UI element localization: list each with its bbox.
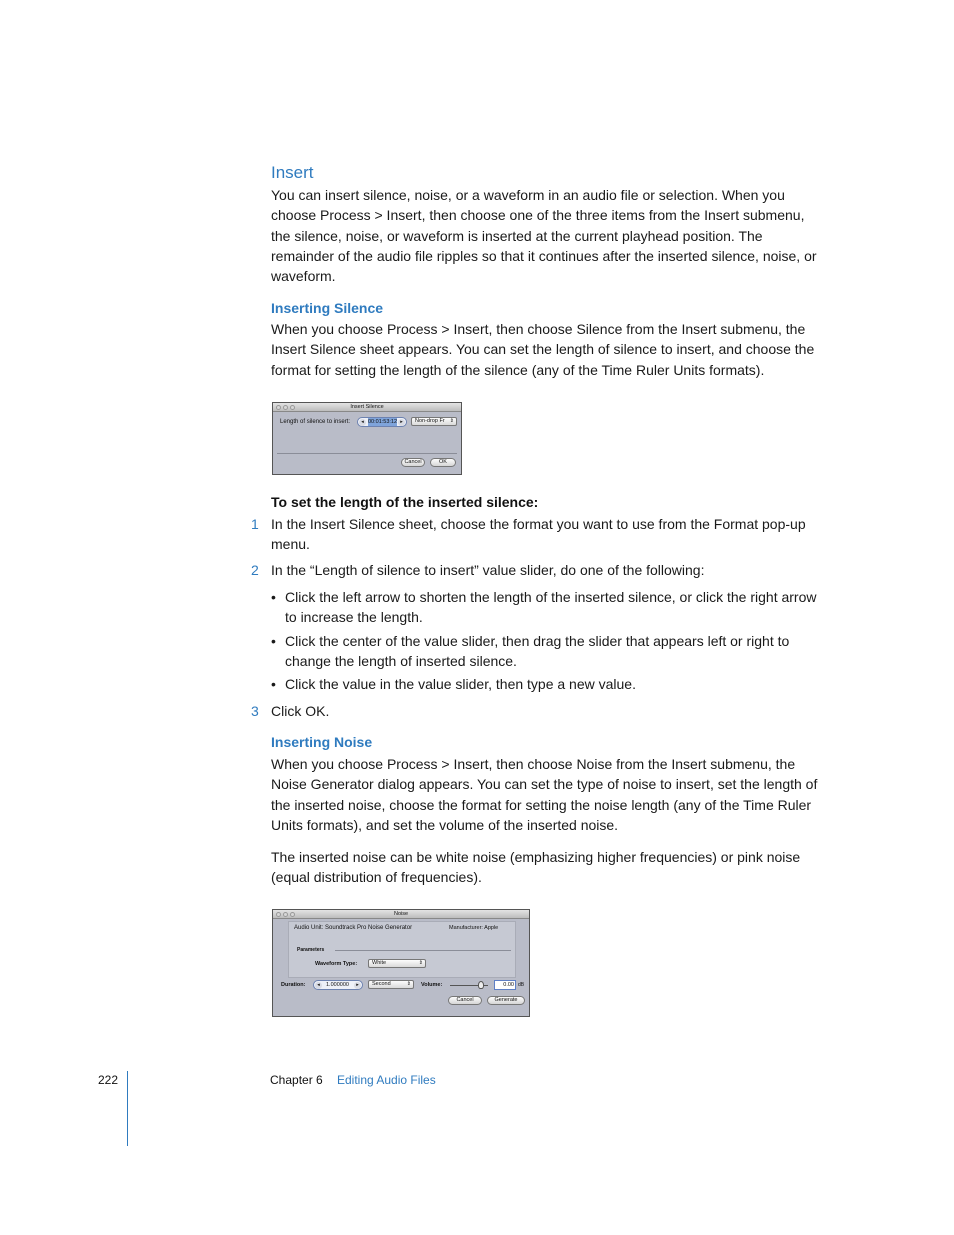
ok-button[interactable]: OK	[430, 458, 456, 467]
dialog-titlebar	[273, 403, 461, 412]
generate-button[interactable]: Generate	[487, 996, 525, 1005]
footer-rule	[127, 1071, 128, 1146]
noise-body-2: The inserted noise can be white noise (emphasizing higher frequencies) or pink noise (equal distribution of frequencies).	[271, 849, 801, 886]
duration-value-slider[interactable]	[313, 980, 363, 990]
section-intro: You can insert silence, noise, or a waveform in an audio file or selection. When you choose Process > Insert, then choose one of the three items from the Insert submenu, the silence, noise, or waveform is inserted at the current playhead position. The remainder of the audio file ripples so that it continues after the inserted silence, noise, or waveform.	[271, 187, 817, 285]
bullet-item	[271, 674, 823, 694]
bullet-item	[271, 631, 823, 672]
close-window-icon[interactable]	[276, 912, 281, 917]
format-value: Non-drop Fr	[415, 418, 445, 424]
duration-unit-popup[interactable]	[368, 980, 414, 989]
zoom-window-icon[interactable]	[290, 405, 295, 410]
minimize-window-icon[interactable]	[283, 912, 288, 917]
volume-input[interactable]: 0.00	[494, 980, 516, 990]
length-value-slider[interactable]	[357, 417, 407, 427]
subsection-title-noise: Inserting Noise	[271, 734, 373, 750]
dialog-titlebar	[273, 910, 529, 919]
zoom-window-icon[interactable]	[290, 912, 295, 917]
increment-arrow-icon[interactable]: ▸	[354, 982, 361, 989]
step-3	[251, 701, 823, 721]
step-text: In the Insert Silence sheet, choose the format you want to use from the Format pop-up menu.	[271, 516, 806, 553]
chapter-label: Chapter 6	[270, 1073, 323, 1087]
cancel-button[interactable]: Cancel	[448, 996, 482, 1005]
decrement-arrow-icon[interactable]: ◂	[359, 419, 366, 426]
step-2	[251, 560, 823, 580]
waveform-type-label: Waveform Type:	[315, 961, 358, 967]
step-number: 1	[251, 516, 259, 532]
window-controls	[276, 405, 295, 410]
divider	[335, 950, 511, 951]
page-number: 222	[98, 1073, 119, 1087]
silence-body: When you choose Process > Insert, then choose Silence from the Insert submenu, the Insert Silence sheet appears. You can set the length of silence to insert, and choose the format for setting the length of the silence (any of the Time Ruler Units formats).	[271, 321, 815, 378]
divider	[277, 453, 457, 454]
increment-arrow-icon[interactable]: ▸	[398, 419, 405, 426]
parameters-label: Parameters	[297, 947, 325, 953]
volume-label: Volume:	[421, 982, 443, 988]
duration-label: Duration:	[281, 982, 306, 988]
step-1	[251, 514, 823, 555]
manufacturer: Manufacturer: Apple	[449, 925, 499, 931]
bullet-item	[271, 587, 823, 628]
bullet-icon: •	[271, 676, 276, 692]
bullet-text: Click the left arrow to shorten the length of the inserted silence, or click the right arrow to increase the length.	[285, 589, 817, 626]
step-text: In the “Length of silence to insert” value slider, do one of the following:	[271, 562, 705, 578]
dialog-title: Noise	[393, 911, 409, 917]
audio-unit-name: Audio Unit: Soundtrack Pro Noise Generator	[294, 925, 413, 931]
step-number: 2	[251, 562, 259, 578]
volume-slider-thumb[interactable]	[478, 981, 484, 989]
length-label: Length of silence to insert:	[280, 419, 351, 425]
step-number: 3	[251, 703, 259, 719]
duration-value[interactable]: 1.000000	[326, 982, 349, 988]
waveform-type-value: White	[372, 960, 387, 966]
volume-unit: dB	[518, 982, 525, 988]
waveform-type-popup[interactable]	[368, 959, 426, 968]
format-popup[interactable]	[411, 417, 457, 426]
duration-unit-value: Second	[372, 981, 391, 987]
noise-generator-dialog	[272, 909, 530, 1017]
insert-silence-dialog	[272, 402, 462, 475]
step-text: Click OK.	[271, 703, 330, 719]
window-controls	[276, 912, 295, 917]
decrement-arrow-icon[interactable]: ◂	[315, 982, 322, 989]
minimize-window-icon[interactable]	[283, 405, 288, 410]
bullet-text: Click the value in the value slider, then type a new value.	[285, 676, 636, 692]
section-title: Insert	[271, 163, 314, 182]
popup-arrows-icon: ⇕	[418, 960, 423, 966]
chapter-title: Editing Audio Files	[337, 1073, 436, 1087]
bullet-text: Click the center of the value slider, then drag the slider that appears left or right to change the length of inserted silence.	[285, 633, 790, 670]
length-value[interactable]: 00:01:53:12	[368, 419, 398, 425]
noise-body: When you choose Process > Insert, then choose Noise from the Insert submenu, the Noise Generator dialog appears. You can set the type of noise to insert, set the length of the inserted noise, choose the format for setting the noise length (any of the Time Ruler Units formats), and set the volume of the inserted noise.	[271, 756, 818, 833]
close-window-icon[interactable]	[276, 405, 281, 410]
bullet-icon: •	[271, 589, 276, 605]
popup-arrows-icon: ⇕	[406, 981, 411, 987]
subsection-title-silence: Inserting Silence	[271, 300, 384, 316]
task-title: To set the length of the inserted silence:	[271, 494, 539, 510]
bullet-icon: •	[271, 633, 276, 649]
cancel-button[interactable]: Cancel	[401, 458, 425, 467]
dialog-title: Insert Silence	[350, 404, 384, 410]
popup-arrows-icon: ⇕	[449, 418, 454, 424]
